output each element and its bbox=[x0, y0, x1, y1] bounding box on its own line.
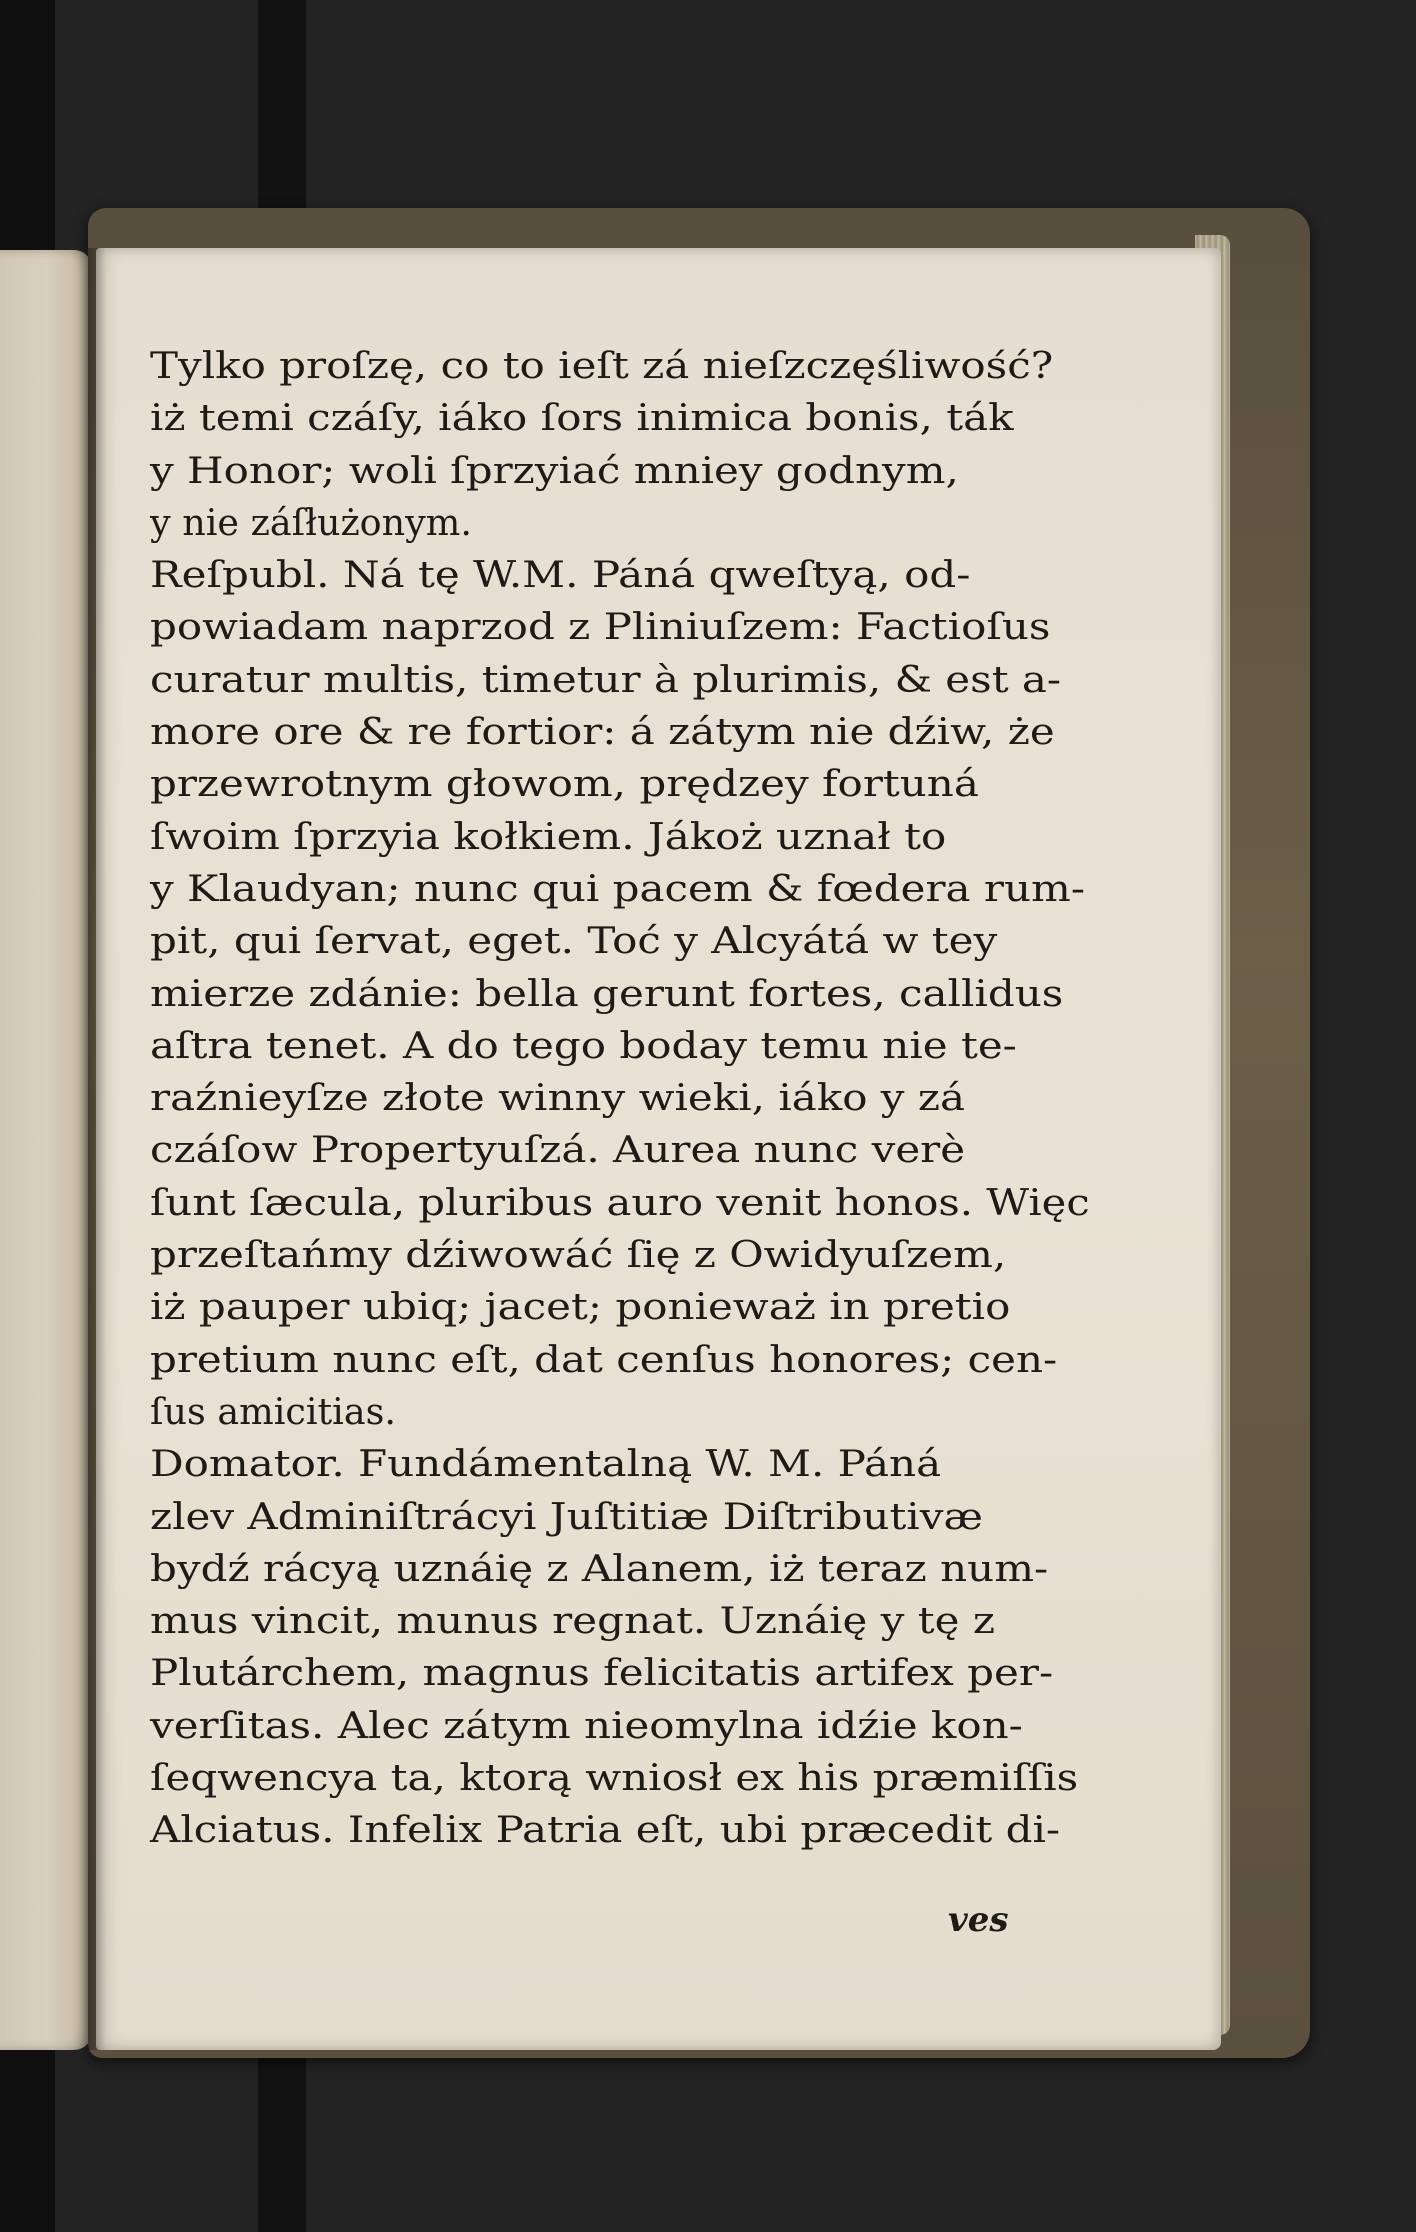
catchword: ves bbox=[948, 1900, 1009, 1940]
text-line: aſtra tenet. A do tego boday temu nie te- bbox=[150, 1023, 1017, 1067]
text-line: more ore & re fortior: á zátym nie dźiw, że bbox=[150, 710, 1055, 754]
text-line: ſeqwencya ta, ktorą wniosł ex his præmiſſis bbox=[150, 1756, 1079, 1800]
text-line: verſitas. Alec zátym nieomylna idźie kon- bbox=[150, 1703, 1023, 1747]
text-line: Domator. Fundámentalną W. M. Páná bbox=[150, 1442, 942, 1486]
text-line: iż pauper ubiq; jacet; ponieważ in pretio bbox=[150, 1285, 1011, 1329]
text-line: bydź rácyą uznáię z Alanem, iż teraz num- bbox=[150, 1546, 1049, 1590]
text-line: ſwoim ſprzyia kołkiem. Jákoż uznał to bbox=[150, 814, 947, 858]
text-line: y Honor; woli ſprzyiać mniey godnym, bbox=[150, 448, 959, 492]
page-text bbox=[150, 340, 1090, 1857]
text-line: curatur multis, timetur à plurimis, & est a- bbox=[150, 657, 1062, 701]
text-line: y nie záſłużonym. bbox=[150, 500, 472, 544]
spine-shadow bbox=[88, 248, 106, 2050]
text-line: czáſow Propertyuſzá. Aurea nunc verè bbox=[150, 1128, 966, 1172]
text-line: Tylko proſzę, co to ieſt zá nieſzczęśliwość? bbox=[150, 344, 1054, 387]
text-line: iż temi czáſy, iáko ſors inimica bonis, ták bbox=[150, 396, 1014, 440]
text-line: mus vincit, munus regnat. Uznáię y tę z bbox=[150, 1599, 995, 1643]
text-line: przewrotnym głowom, prędzey fortuná bbox=[150, 762, 979, 806]
text-line: pretium nunc eſt, dat cenſus honores; cen- bbox=[150, 1337, 1058, 1381]
text-line: raźnieyſze złote winny wieki, iáko y zá bbox=[150, 1076, 966, 1120]
text-line: Alciatus. Infelix Patria eſt, ubi præcedit di- bbox=[150, 1808, 1061, 1852]
text-line: y Klaudyan; nunc qui pacem & fœdera rum- bbox=[150, 866, 1086, 910]
text-line: Plutárchem, magnus felicitatis artifex per- bbox=[150, 1651, 1054, 1695]
text-line: zlev Adminiſtrácyi Juſtitiæ Diſtributivæ bbox=[150, 1494, 983, 1538]
text-line: pit, qui ſervat, eget. Toć y Alcyátá w tey bbox=[150, 919, 998, 963]
text-line: Reſpubl. Ná tę W.M. Páná qweſtyą, od- bbox=[150, 553, 971, 597]
previous-page-text-fragments bbox=[0, 250, 70, 2050]
text-line: przeſtańmy dźiwowáć ſię z Owidyuſzem, bbox=[150, 1233, 1007, 1277]
text-line: mierze zdánie: bella gerunt fortes, callidus bbox=[150, 971, 1064, 1015]
previous-page-edge bbox=[0, 250, 92, 2050]
text-line: ſus amicitias. bbox=[150, 1389, 396, 1433]
text-line: powiadam naprzod z Pliniuſzem: Factioſus bbox=[150, 605, 1051, 649]
text-line: ſunt ſæcula, pluribus auro venit honos. Więc bbox=[150, 1180, 1090, 1224]
